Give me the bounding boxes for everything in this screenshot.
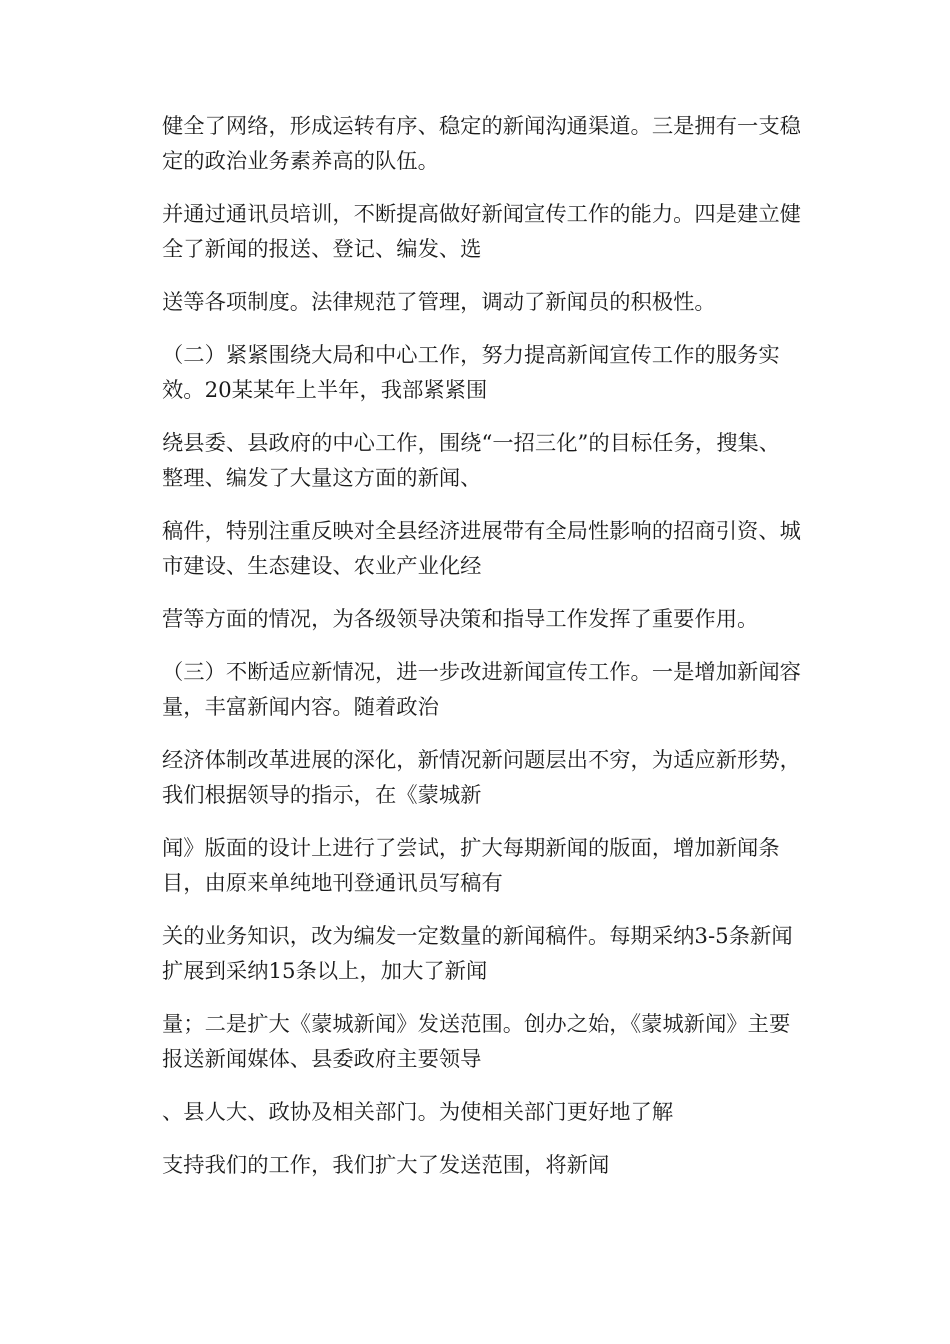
paragraph [117, 426, 833, 496]
paragraph [117, 1095, 833, 1130]
paragraph [117, 109, 833, 179]
paragraph-line: 目，由原来单纯地刊登通讯员写稿有 [162, 871, 503, 896]
paragraph-line: 我们根据领导的指示，在《蒙城新 [162, 783, 482, 808]
paragraph-line: 支持我们的工作，我们扩大了发送范围，将新闻 [162, 1153, 610, 1178]
paragraph [117, 919, 833, 989]
paragraph-line: （二）紧紧围绕大局和中心工作，努力提高新闻宣传工作的服务实 [162, 343, 780, 368]
paragraph [117, 338, 833, 408]
paragraph-line: 关的业务知识，改为编发一定数量的新闻稿件。每期采纳3-5条新闻 [162, 924, 793, 949]
paragraph-line: 扩展到采纳15条以上，加大了新闻 [162, 959, 488, 984]
paragraph-line: 市建设、生态建设、农业产业化经 [162, 554, 482, 579]
paragraph [117, 655, 833, 725]
paragraph [117, 831, 833, 901]
paragraph-line: 效。20某某年上半年，我部紧紧围 [162, 378, 488, 403]
paragraph-line: （三）不断适应新情况，进一步改进新闻宣传工作。一是增加新闻容 [162, 660, 801, 685]
paragraph-line: 整理、编发了大量这方面的新闻、 [162, 466, 482, 491]
paragraph-line: 全了新闻的报送、登记、编发、选 [162, 237, 482, 262]
paragraph [117, 514, 833, 584]
paragraph-line: 经济体制改革进展的深化，新情况新问题层出不穷，为适应新形势， [162, 748, 801, 773]
paragraph-line: 报送新闻媒体、县委政府主要领导 [162, 1047, 482, 1072]
paragraph-line: 送等各项制度。法律规范了管理，调动了新闻员的积极性。 [162, 290, 716, 315]
document-body [117, 109, 833, 1201]
paragraph [117, 197, 833, 267]
paragraph-line: 并通过通讯员培训，不断提高做好新闻宣传工作的能力。四是建立健 [162, 202, 801, 227]
paragraph-line: 定的政治业务素养高的队伍。 [162, 149, 439, 174]
paragraph [117, 602, 833, 637]
paragraph [117, 285, 833, 320]
paragraph-line: 绕县委、县政府的中心工作，围绕“一招三化”的目标任务，搜集、 [162, 431, 781, 456]
paragraph [117, 743, 833, 813]
paragraph-line: 稿件，特别注重反映对全县经济进展带有全局性影响的招商引资、城 [162, 519, 801, 544]
paragraph-line: 营等方面的情况，为各级领导决策和指导工作发挥了重要作用。 [162, 607, 759, 632]
paragraph [117, 1007, 833, 1077]
paragraph-line: 健全了网络，形成运转有序、稳定的新闻沟通渠道。三是拥有一支稳 [162, 114, 801, 139]
paragraph-line: 量，丰富新闻内容。随着政治 [162, 695, 439, 720]
paragraph [117, 1148, 833, 1183]
paragraph-line: 量；二是扩大《蒙城新闻》发送范围。创办之始，《蒙城新闻》主要 [162, 1012, 791, 1037]
paragraph-line: 、县人大、政协及相关部门。为使相关部门更好地了解 [162, 1100, 674, 1125]
paragraph-line: 闻》版面的设计上进行了尝试，扩大每期新闻的版面，增加新闻条 [162, 836, 780, 861]
